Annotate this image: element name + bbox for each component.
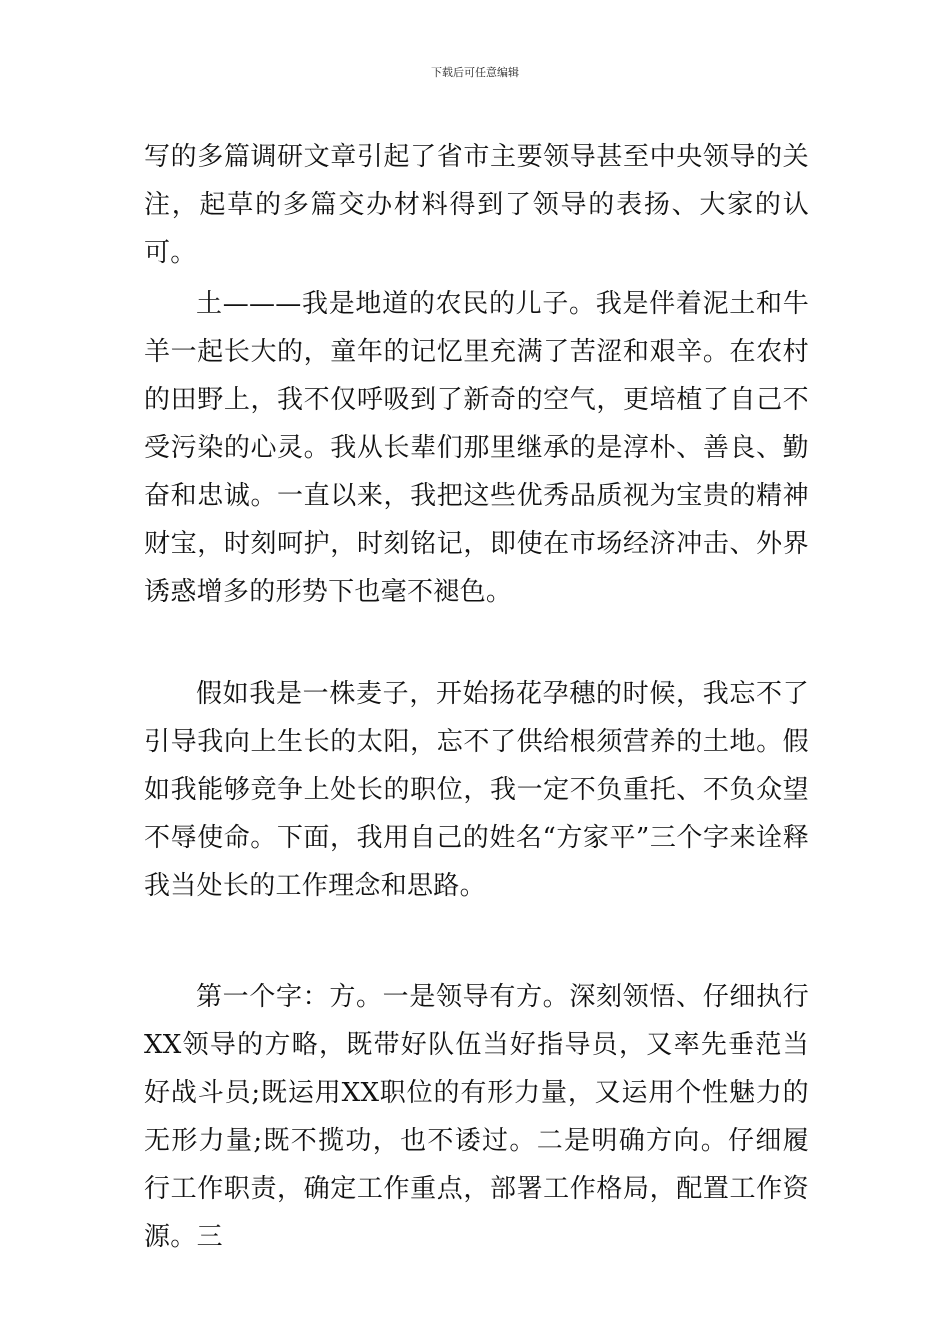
paragraph-4: 第一个字：方。一是领导有方。深刻领悟、仔细执行XX领导的方略，既带好队伍当好指导员，又率先垂范当好战斗员;既运用XX职位的有形力量，又运用个性魅力的无形力量;既不揽功，也不诿过。二是明确方向。仔细履行工作职责，确定工作重点，部署工作格局，配置工作资源。三 [144, 982, 809, 1252]
paragraph-1: 写的多篇调研文章引起了省市主要领导甚至中央领导的关注，起草的多篇交办材料得到了领导的表扬、大家的认可。 [144, 142, 809, 268]
page-header: 下载后可任意编辑 [431, 66, 519, 79]
paragraph-2: 土———我是地道的农民的儿子。我是伴着泥土和牛羊一起长大的，童年的记忆里充满了苦涩和艰辛。在农村的田野上，我不仅呼吸到了新奇的空气，更培植了自己不受污染的心灵。我从长辈们那里继承的是淳朴、善良、勤奋和忠诚。一直以来，我把这些优秀品质视为宝贵的精神财宝，时刻呵护，时刻铭记，即使在市场经济冲击、外界诱惑增多的形势下也毫不褪色。 [144, 289, 809, 607]
paragraph-3: 假如我是一株麦子，开始扬花孕穗的时候，我忘不了引导我向上生长的太阳，忘不了供给根须营养的土地。假如我能够竞争上处长的职位，我一定不负重托、不负众望不辱使命。下面，我用自己的姓名“方家平”三个字来诠释我当处长的工作理念和思路。 [144, 679, 809, 901]
